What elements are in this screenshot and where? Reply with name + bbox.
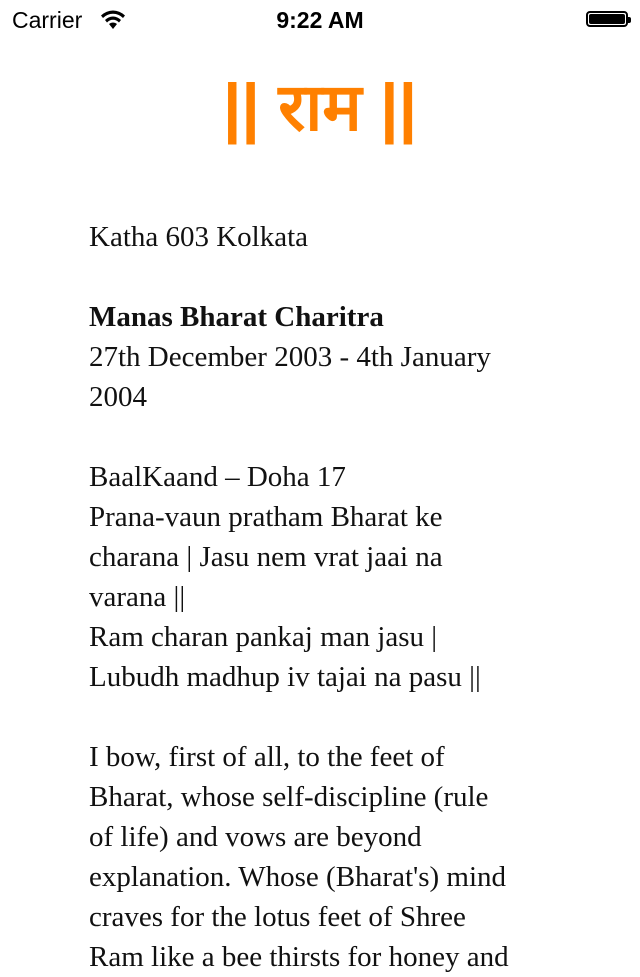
verse-line: Prana-vaun pratham Bharat ke: [89, 501, 443, 533]
katha-label: Katha 603 Kolkata: [89, 221, 309, 253]
page-title: || राम ||: [222, 70, 418, 144]
translation-line: Ram like a bee thirsts for honey and: [89, 941, 509, 973]
battery-icon: [586, 11, 628, 27]
verse-line: varana ||: [89, 581, 186, 613]
dates-line: 27th December 2003 - 4th January: [89, 341, 491, 373]
status-bar: [0, 0, 640, 40]
clock: 9:22 AM: [276, 7, 364, 33]
subtitle: Manas Bharat Charitra: [89, 301, 384, 333]
article-text: [89, 217, 569, 977]
translation-line: of life) and vows are beyond: [89, 821, 422, 853]
verse-reference: BaalKaand – Doha 17: [89, 461, 346, 493]
dates-line: 2004: [89, 381, 147, 413]
translation-line: craves for the lotus feet of Shree: [89, 901, 466, 933]
translation-line: I bow, first of all, to the feet of: [89, 741, 445, 773]
translation-line: Bharat, whose self-discipline (rule: [89, 781, 489, 813]
verse-line: charana | Jasu nem vrat jaai na: [89, 541, 443, 573]
verse-line: Ram charan pankaj man jasu |: [89, 621, 438, 653]
translation-line: explanation. Whose (Bharat's) mind: [89, 861, 507, 893]
verse-line: Lubudh madhup iv tajai na pasu ||: [89, 661, 481, 693]
carrier-label: Carrier: [12, 7, 83, 33]
